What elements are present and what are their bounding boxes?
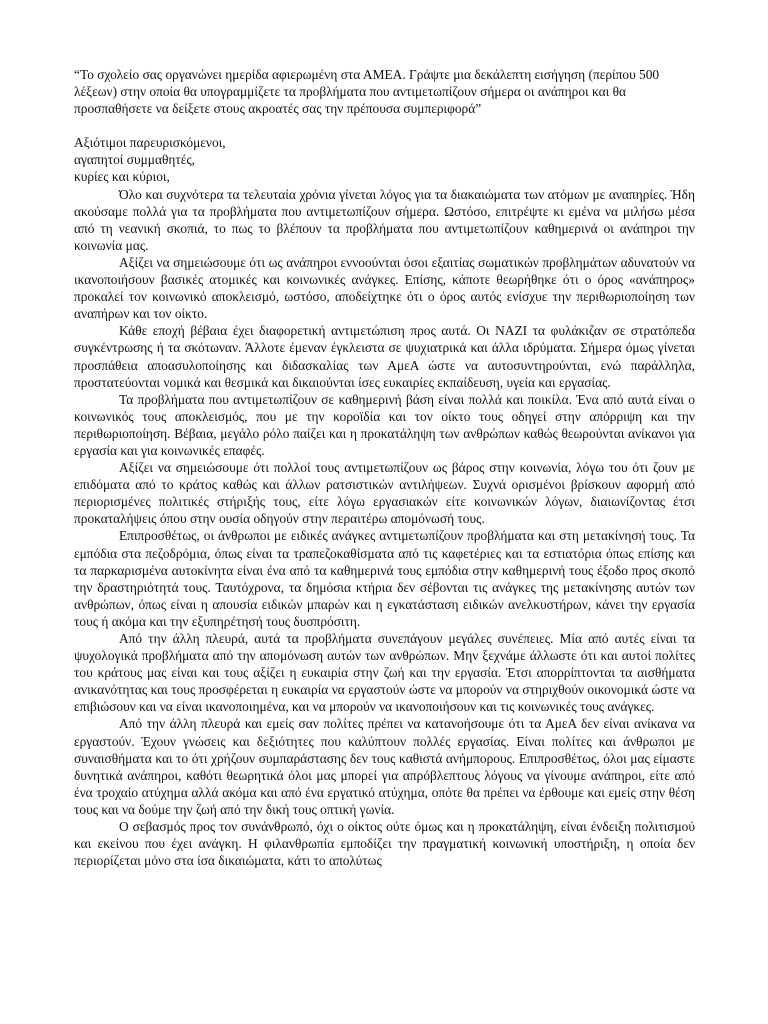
body-paragraph: Κάθε εποχή βέβαια έχει διαφορετική αντιμετώπιση προς αυτά. Οι ΝΑΖΙ τα φυλάκιζαν σε στρατόπεδα συγκέντρωσης ή τα σκότωναν. Άλλοτε έμεναν έγκλειστα σε ψυχιατρικά και άλλα ιδρύματα. Σήμερα όμως γίνεται προσπάθεια αποασυλοποίησης και διδασκαλίας των ΑμεΑ ώστε να αυτοσυντηρούνται, ενώ παράλληλα, προστατεύονται νομικά και θεσμικά και δικαιούνται ίσες ευκαιρίες εκπαίδευση, υγεία και εργασίας. [74,323,695,390]
body-paragraph: Από την άλλη πλευρά και εμείς σαν πολίτες πρέπει να κατανοήσουμε ότι τα ΑμεΑ δεν είναι ανίκανα να εργαστούν. Έχουν γνώσεις και δεξιότητες που καλύπτουν πολλές εργασίας. Είναι πολίτες και άνθρωποι με συναισθήματα και το ότι χρήζουν συμπαράστασης δεν τους καθιστά ανήμπορους. Επιπροσθέτως, όλοι μας είμαστε δυνητικά ανάπηροι, καθότι θεωρητικά όλοι μας μπορεί για απρόβλεπτους λόγους να γίνουμε ανάπηροι, είτε από ένα τροχαίο ατύχημα αλλά ακόμα και από ένα εργατικό ατύχημα, οπότε θα πρέπει να έρθουμε και εμείς στην θέση τους και να δούμε την ζωή από την δική τους οπτική γωνία. [74,716,695,817]
essay-prompt: “Το σχολείο σας οργανώνει ημερίδα αφιερωμένη στα ΑΜΕΑ. Γράψτε μια δεκάλεπτη εισήγηση (περίπου 500 λέξεων) στην οποία θα υπογραμμίζετε τα προβλήματα που αντιμετωπίζουν σήμερα οι ανάπηροι και θα προσπαθήσετε να δείξετε στους ακροατές σας την πρέπουσα συμπεριφορά” [74,67,660,117]
essay-body [74,186,695,870]
body-paragraph: Αξίζει να σημειώσουμε ότι πολλοί τους αντιμετωπίζουν ως βάρος στην κοινωνία, λόγω του ότι ζουν με επιδόματα από το κράτος καθώς και άλλων ρατσιστικών αντιλήψεων. Συχνά ορισμένοι βρίσκουν αφορμή από περιορισμένες πολιτικές στήριξής τους, είτε λόγω εργασιακών είτε κοινωνικών λόγων, διαιωνίζοντας έτσι προκαταλήψεις όπου στην ουσία οδηγούν στην περαιτέρω απομόνωσή τους. [74,460,695,527]
document-page [74,66,695,869]
salutation-line: Αξιότιμοι παρευρισκόμενοι, [74,135,226,151]
body-paragraph: Τα προβλήματα που αντιμετωπίζουν σε καθημερινή βάση είναι πολλά και ποικίλα. Ένα από αυτά είναι ο κοινωνικός τους αποκλεισμός, που με την κοροϊδία και τον οίκτο τους οδηγεί στην απόρριψη και την περιθωριοποίηση. Βέβαια, μεγάλο ρόλο παίζει και η προκατάληψη των ανθρώπων καθώς θεωρούνται ανίκανοι για εργασία και για κοινωνικές επαφές. [74,391,695,458]
salutation-block [74,134,695,185]
body-paragraph: Επιπροσθέτως, οι άνθρωποι με ειδικές ανάγκες αντιμετωπίζουν προβλήματα και στη μετακίνησή τους. Τα εμπόδια στα πεζοδρόμια, όπως είναι τα τραπεζοκαθίσματα από τις καφετέριες και τα εστιατόρια όπως επίσης και τα παρκαρισμένα αυτοκίνητα είναι ένα από τα καθημερινά τους εμπόδια στην καθημερινή τους έξοδο προς σκοπό την δραστηριότητά τους. Ταυτόχρονα, τα δημόσια κτήρια δεν σέβονται τις ανάγκες της μετακίνησης αυτών των ανθρώπων, όπως είναι η απουσία ειδικών μπαρών και η εγκατάσταση ειδικών ανελκυστήρων, κάνει την εργασία τους ή ακόμα και την εξυπηρέτησή τους δυσπρόσιτη. [74,528,695,629]
body-paragraph: Αξίζει να σημειώσουμε ότι ως ανάπηροι εννοούνται όσοι εξαιτίας σωματικών προβλημάτων αδυνατούν να ικανοποιήσουν βασικές ατομικές και κοινωνικές ανάγκες. Επίσης, κάποτε θεωρήθηκε ότι ο όρος «ανάπηρος» προκαλεί τον κοινωνικό αποκλεισμό, ωστόσο, αποδείχτηκε ότι ο όρος αυτός ενίσχυε την περιθωριοποίηση των αναπήρων και τον οίκτο. [74,254,695,322]
body-paragraph: Όλο και συχνότερα τα τελευταία χρόνια γίνεται λόγος για τα διακαιώματα των ατόμων με αναπηρίες. Ήδη ακούσαμε πολλά για τα προβλήματα που αντιμετωπίζουν σήμερα. Ωστόσο, επιτρέψτε κι εμένα να μιλήσω μέσα από τη νεανική σκοπιά, το πως το βλέπουν τα προβλήματα που αντιμετωπίζουν καθημερινά οι ανάπηροι την κοινωνία μας. [74,186,695,253]
salutation-line: κυρίες και κύριοι, [74,169,170,185]
salutation-line: αγαπητοί συμμαθητές, [74,152,196,168]
body-paragraph: Από την άλλη πλευρά, αυτά τα προβλήματα συνεπάγουν μεγάλες συνέπειες. Μία από αυτές είναι τα ψυχολογικά προβλήματα από την απομόνωση αυτών των ανθρώπων. Μην ξεχνάμε άλλωστε ότι και αυτοί πολίτες του κράτους μας είναι και τους αξίζει η ευκαιρία στην ζωή και την εργασία. Έτσι απορρίπτονται τα αισθήματα ανικανότητας και τους προσφέρεται η ευκαιρία να εργαστούν ώστε να μπορούν να στηριχθούν οικονομικά ώστε να επιβιώσουν και να είναι ικανοποιημένα, και να μπορούν να ικανοποιήσουν και τις κοινωνικές τους ανάγκες. [74,631,695,715]
body-paragraph: Ο σεβασμός προς τον συνάνθρωπό, όχι ο οίκτος ούτε όμως και η προκατάληψη, είναι ένδειξη πολιτισμού και εκείνου που έχει ανάγκη. Η φιλανθρωπία εμποδίζει την πραγματική κοινωνική υποστήριξη, η οποία δεν περιορίζεται μόνο στα ίσα δικαιώματα, κάτι το απολύτως [74,819,695,869]
